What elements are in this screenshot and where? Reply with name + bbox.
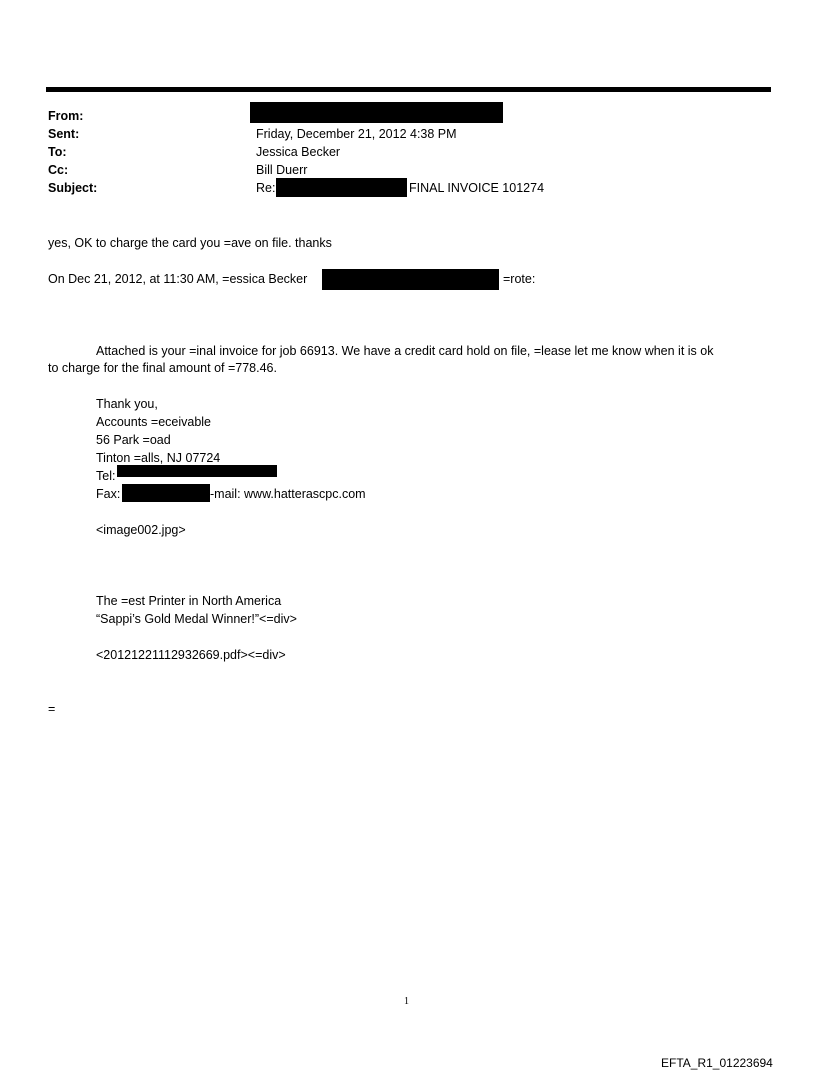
signature-department: Accounts =eceivable (96, 415, 212, 429)
attachment-image: <image002.jpg> (96, 523, 186, 537)
to-label: To: (48, 145, 67, 159)
quote-header-suffix: =rote: (503, 272, 536, 286)
subject-redaction (276, 178, 407, 197)
quote-email-redaction (322, 269, 499, 290)
sent-label: Sent: (48, 127, 80, 141)
paragraph-line-1: Attached is your =inal invoice for job 66913. We have a credit card hold on file, =lease let me know when it is ok (96, 344, 714, 358)
from-label: From: (48, 109, 84, 123)
tagline-line-2: “Sappi’s Gold Medal Winner!”<=div> (96, 612, 297, 626)
sent-value: Friday, December 21, 2012 4:38 PM (256, 127, 457, 141)
document-id: EFTA_R1_01223694 (661, 1056, 773, 1070)
signature-tel-label: Tel: (96, 469, 116, 483)
to-value: Jessica Becker (256, 145, 341, 159)
subject-suffix: FINAL INVOICE 101274 (409, 181, 545, 195)
signature-email: -mail: www.hatterascpc.com (210, 487, 366, 501)
trailing-char: = (48, 702, 56, 716)
attachment-pdf: <20121221112932669.pdf><=div> (96, 648, 286, 662)
signature-thanks: Thank you, (96, 397, 158, 411)
cc-value: Bill Duerr (256, 163, 308, 177)
tel-redaction (117, 465, 277, 477)
from-redaction (250, 102, 503, 123)
quote-header-prefix: On Dec 21, 2012, at 11:30 AM, =essica Becker (48, 272, 308, 286)
reply-line: yes, OK to charge the card you =ave on file. thanks (48, 236, 332, 250)
signature-fax-label: Fax: (96, 487, 121, 501)
fax-redaction (122, 484, 210, 502)
header-divider (46, 87, 771, 92)
tagline-line-1: The =est Printer in North America (96, 594, 282, 608)
cc-label: Cc: (48, 163, 69, 177)
signature-street: 56 Park =oad (96, 433, 171, 447)
subject-label: Subject: (48, 181, 98, 195)
signature-city: Tinton =alls, NJ 07724 (96, 451, 221, 465)
subject-prefix: Re: (256, 181, 276, 195)
page-number: 1 (404, 996, 409, 1007)
paragraph-line-2: to charge for the final amount of =778.46. (48, 361, 277, 375)
